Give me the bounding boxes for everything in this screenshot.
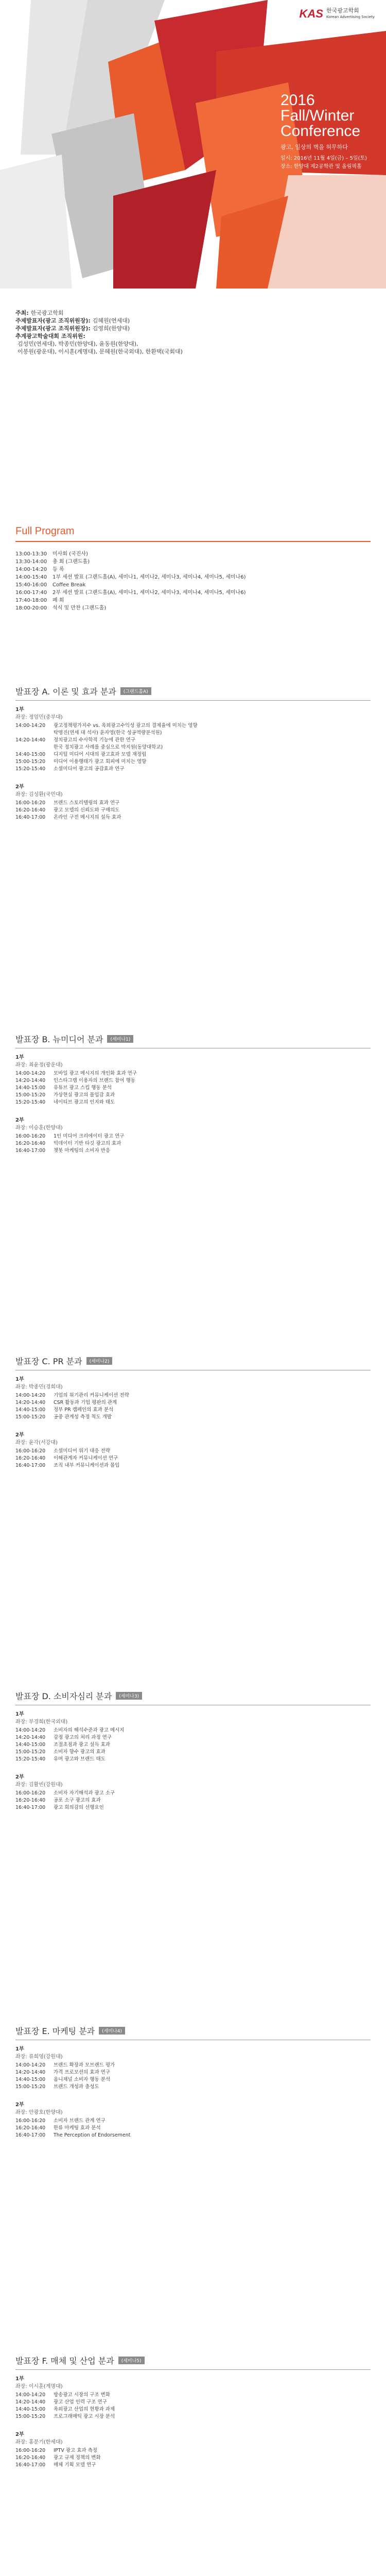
session-header [15, 1355, 371, 1367]
paper-time: 14:40-15:00 [15, 2406, 46, 2412]
conference-place: 장소: 한양대 제2공학관 및 올림픽홀 [280, 164, 362, 170]
paper-item [15, 1092, 371, 1099]
paper-item [15, 1727, 371, 1734]
paper-item [15, 807, 371, 814]
paper-title: 공중 관계성 측정 척도 개발 [54, 1414, 112, 1420]
paper-item [15, 1741, 371, 1749]
session-part-label: 2부 [15, 1774, 24, 1780]
paper-title: 프로그래매틱 광고 시장 분석 [54, 2414, 115, 2419]
session-part-label: 1부 [15, 2376, 24, 2382]
paper-time: 15:20-15:40 [15, 1756, 46, 1762]
session-part-label: 2부 [15, 1117, 24, 1123]
paper-item [15, 722, 371, 730]
paper-item [15, 2069, 371, 2076]
paper-title: 소비자 자기해석과 광고 소구 [54, 1790, 115, 1796]
logo-line1: 한국광고학회 [326, 7, 359, 14]
paper-title: 정치광고의 수사학적 기능에 관한 연구 [54, 737, 135, 743]
program-text: 석식 및 만찬 (그랜드홀) [52, 605, 107, 611]
paper-title: 이해관계자 커뮤니케이션 연구 [54, 1455, 118, 1461]
program-time: 13:00-13:30 [15, 551, 47, 557]
paper-time: 16:00-16:20 [15, 1448, 46, 1454]
paper-item [15, 2413, 371, 2420]
session-header [15, 685, 371, 697]
session-room-tag: (세미나2) [86, 1357, 113, 1365]
session-part-label: 2부 [15, 2102, 24, 2108]
paper-title: 브랜드 확장과 모브랜드 평가 [54, 2062, 115, 2068]
paper-item [15, 814, 371, 821]
paper-item [15, 2083, 371, 2091]
paper-item [15, 737, 371, 744]
paper-title: 한류 마케팅 효과 분석 [54, 2125, 101, 2131]
paper-title: 유튜브 광고 스킵 행동 분석 [54, 1085, 112, 1091]
program-time: 16:00-17:40 [15, 590, 47, 596]
paper-item [15, 1462, 371, 1469]
paper-title: 빅데이터 기반 타깃 광고의 효과 [54, 1141, 121, 1146]
organizer-row [15, 317, 371, 325]
program-text: 1부 세션 발표 (그랜드홀(A), 세미나1, 세미나2, 세미나3, 세미나4, 세미나5, 세미나6) [52, 574, 246, 580]
paper-title: 온라인 구전 메시지의 설득 효과 [54, 815, 121, 820]
program-text: 미사회 (국진사) [52, 551, 88, 557]
program-time: 14:00-15:40 [15, 574, 47, 580]
paper-time: 16:20-16:40 [15, 2125, 46, 2131]
paper-item [15, 1804, 371, 1811]
organizer-value: 김영희(한양대) [92, 325, 130, 332]
session-room-tag: (세미나5) [118, 2357, 145, 2364]
hero-banner [0, 0, 386, 289]
paper-title: 옥외광고 산업의 현황과 과제 [54, 2406, 115, 2412]
paper-time: 14:00-14:20 [15, 1727, 46, 1733]
paper-title: 가상현실 광고의 몰입감 효과 [54, 1092, 115, 1098]
conference-date: 일시: 2016년 11월 4일(금) – 5일(토) [280, 156, 367, 161]
session-chair: 좌장: 김활빈(강원대) [15, 1782, 63, 1788]
session-chair: 좌장: 홍문기(한세대) [15, 2439, 63, 2445]
paper-item [15, 2454, 371, 2462]
paper-title: 1인 미디어 크리에이터 광고 연구 [54, 1133, 125, 1139]
program-row [15, 597, 371, 604]
logo-line2: Korean Advertising Society [326, 15, 375, 19]
logo-mark: KAS [299, 7, 323, 20]
organizer-row [15, 309, 371, 317]
session-part-label: 2부 [15, 784, 24, 790]
paper-title: 탁명진(연세 대 석사) 윤자영(한국 성공역량분석원) [54, 730, 162, 736]
paper-title: 인스타그램 이용자의 브랜드 참여 행동 [54, 1078, 135, 1083]
session-chair: 좌장: 류희영(강원대) [15, 2054, 63, 2060]
paper-title: 광고 규제 정책의 변화 [54, 2455, 101, 2461]
paper-title: 미디어 이용행태가 광고 회피에 미치는 영향 [54, 759, 147, 765]
paper-item [15, 1133, 371, 1140]
paper-item [15, 1734, 371, 1741]
paper-time: 15:20-15:40 [15, 1099, 46, 1105]
session-title: 발표장 A. 이론 및 효과 분과 [15, 687, 116, 697]
paper-time: 16:00-16:20 [15, 1133, 46, 1139]
paper-title: 소비자 향수 광고의 효과 [54, 1749, 106, 1755]
organizers [15, 309, 371, 355]
paper-title: CSR 활동과 기업 평판의 관계 [54, 1400, 117, 1405]
paper-title: 한국 정치광고 사례를 중심으로 박지원(동양대학교) [54, 744, 163, 750]
session-part-label: 1부 [15, 1055, 24, 1060]
paper-time: 16:00-16:20 [15, 800, 46, 806]
paper-time: 14:00-14:20 [15, 1393, 46, 1398]
paper-time: 16:40-17:00 [15, 2132, 46, 2138]
session-chair: 좌장: 김성환(국민대) [15, 792, 63, 798]
session-chair: 좌장: 박종민(경희대) [15, 1384, 63, 1390]
organizer-value: 이봉원(광운대), 이시훈(계명대), 문혜원(한국외대), 한환택(국회대) [17, 348, 183, 355]
organizer-value: 한국광고학회 [30, 310, 64, 316]
paper-item [15, 1406, 371, 1414]
paper-time: 14:40-15:00 [15, 1085, 46, 1091]
paper-time: 14:40-15:00 [15, 1742, 46, 1748]
paper-title: 유머 광고와 브랜드 태도 [54, 1756, 106, 1762]
organizer-label: 추계광고학술대회 조직위원: [15, 333, 85, 340]
program-row [15, 589, 371, 597]
session-title: 발표장 B. 뉴미디어 분과 [15, 1035, 103, 1044]
paper-item [15, 730, 371, 737]
program-time: 15:40-16:00 [15, 582, 47, 588]
paper-title: 방송광고 시장의 구조 변화 [54, 2392, 111, 2398]
session-title: 발표장 E. 마케팅 분과 [15, 2026, 95, 2036]
title-year: 2016 [280, 92, 315, 109]
paper-time [15, 744, 54, 751]
paper-item [15, 1147, 371, 1155]
program-text: 등 록 [52, 567, 64, 572]
paper-title: 네이티브 광고의 인지와 태도 [54, 1099, 115, 1105]
paper-item [15, 2447, 371, 2454]
paper-title: 모바일 광고 메시지의 개인화 효과 연구 [54, 1071, 137, 1076]
paper-time: 14:20-14:40 [15, 1400, 46, 1405]
session-part-label: 1부 [15, 1377, 24, 1382]
session-header [15, 2025, 371, 2037]
session-room-tag: (세미나3) [116, 1692, 142, 1700]
paper-item [15, 1455, 371, 1462]
program-time: 13:30-14:00 [15, 559, 47, 565]
paper-item [15, 751, 371, 758]
paper-item [15, 1749, 371, 1756]
paper-title: 챗봇 마케팅의 소비자 반응 [54, 1148, 111, 1154]
session-chair: 좌장: 이승훈(한양대) [15, 1125, 63, 1131]
paper-time: 16:40-17:00 [15, 1148, 46, 1154]
organizer-row [15, 332, 371, 340]
paper-time: 14:40-15:00 [15, 1407, 46, 1413]
program-row [15, 550, 371, 558]
session-chair: 좌장: 이시훈(계명대) [15, 2384, 63, 2389]
paper-time: 14:40-15:00 [15, 752, 46, 757]
paper-item [15, 2399, 371, 2406]
session-section [15, 2025, 371, 2139]
paper-title: 공포 소구 광고의 효과 [54, 1798, 101, 1803]
paper-time: 16:40-17:00 [15, 2462, 46, 2468]
full-program-divider [15, 541, 371, 542]
paper-item [15, 1077, 371, 1084]
paper-time: 15:00-15:20 [15, 2414, 46, 2419]
program-time: 17:40-18:00 [15, 598, 47, 603]
full-program-list [15, 550, 371, 612]
session-header [15, 2354, 371, 2366]
paper-item [15, 1399, 371, 1406]
paper-item [15, 1084, 371, 1092]
paper-title: 소비자의 해석수준과 광고 메시지 [54, 1727, 125, 1733]
paper-title: 기업의 위기관리 커뮤니케이션 전략 [54, 1393, 129, 1398]
paper-title: 소셜미디어 위기 대응 전략 [54, 1448, 111, 1454]
paper-title: IPTV 광고 효과 측정 [54, 2448, 97, 2453]
paper-item [15, 1392, 371, 1399]
paper-item [15, 2125, 371, 2132]
paper-title: 광고 모델의 신뢰도와 구매의도 [54, 807, 120, 813]
session-part-label: 1부 [15, 2046, 24, 2052]
program-row [15, 581, 371, 589]
conference-title [280, 93, 360, 139]
paper-item [15, 766, 371, 773]
paper-item [15, 2462, 371, 2469]
paper-item [15, 2132, 371, 2139]
paper-title: 광고 회의감의 선행요인 [54, 1805, 104, 1810]
paper-title: 브랜드 스토리텔링의 효과 연구 [54, 800, 120, 806]
paper-time: 15:00-15:20 [15, 2084, 46, 2090]
paper-time: 16:20-16:40 [15, 1141, 46, 1146]
paper-title: 옴니채널 소비자 행동 분석 [54, 2077, 111, 2082]
program-time: 14:00-14:20 [15, 567, 47, 572]
session-chair: 좌장: 윤각(서강대) [15, 1440, 58, 1446]
paper-time: 15:00-15:20 [15, 759, 46, 765]
paper-time: 16:00-16:20 [15, 2118, 46, 2124]
program-row [15, 566, 371, 573]
paper-time: 16:40-17:00 [15, 1463, 46, 1468]
paper-time: 14:00-14:20 [15, 2062, 46, 2068]
paper-title: 소셜미디어 광고의 공감효과 연구 [54, 766, 125, 772]
paper-time: 14:00-14:20 [15, 2392, 46, 2398]
organizer-row [15, 348, 371, 355]
paper-item [15, 2117, 371, 2125]
session-title: 발표장 D. 소비자심리 분과 [15, 1691, 112, 1701]
paper-time: 14:20-14:40 [15, 737, 46, 743]
paper-time: 14:40-15:00 [15, 2077, 46, 2082]
paper-time: 15:20-15:40 [15, 766, 46, 772]
session-chair: 좌장: 안광호(한양대) [15, 2110, 63, 2115]
paper-item [15, 2062, 371, 2069]
session-section [15, 1033, 371, 1155]
paper-title: 매체 기획 모델 연구 [54, 2462, 96, 2468]
paper-item [15, 758, 371, 766]
paper-title: 정부 PR 캠페인의 효과 분석 [54, 1407, 114, 1413]
paper-time: 16:20-16:40 [15, 1798, 46, 1803]
program-text: 폐 회 [52, 598, 64, 603]
organizer-label: 주제발표자(광고 조직위원장): [15, 325, 91, 332]
paper-time: 16:20-16:40 [15, 2455, 46, 2461]
organizer-value: 김성민(연세대), 박종민(한양대), 윤동원(한양대), [17, 341, 138, 347]
paper-time: 15:00-15:20 [15, 1092, 46, 1098]
session-part-label: 2부 [15, 1432, 24, 1438]
session-room-tag: (세미나4) [99, 2027, 125, 2035]
session-part-label: 1부 [15, 1711, 24, 1717]
paper-time: 14:20-14:40 [15, 1735, 46, 1740]
paper-title: 조직 내부 커뮤니케이션과 몰입 [54, 1463, 120, 1468]
paper-title: 감정 광고의 처리 과정 연구 [54, 1735, 112, 1740]
paper-item [15, 1790, 371, 1797]
paper-time: 14:00-14:20 [15, 723, 46, 728]
title-line1: Fall/Winter [280, 107, 355, 124]
paper-time: 16:00-16:20 [15, 2448, 46, 2453]
paper-time: 14:20-14:40 [15, 2070, 46, 2075]
paper-time: 14:20-14:40 [15, 1078, 46, 1083]
program-row [15, 604, 371, 612]
paper-item [15, 1797, 371, 1804]
paper-item [15, 1070, 371, 1077]
paper-time: 14:20-14:40 [15, 2399, 46, 2405]
paper-title: 브랜드 개성과 충성도 [54, 2084, 99, 2090]
program-text: 총 회 (그랜드홀) [52, 559, 90, 565]
paper-title: 광고정책평가지수 vs. 옥외광고수익성 광고의 결제율에 미치는 영향 [54, 723, 198, 728]
session-part-label: 1부 [15, 707, 24, 713]
session-section [15, 685, 371, 821]
paper-title: 조절초점과 광고 설득 효과 [54, 1742, 111, 1748]
program-text: 2부 세션 발표 (그랜드홀(A), 세미나1, 세미나2, 세미나3, 세미나4, 세미나5, 세미나6) [52, 590, 246, 596]
paper-item [15, 1756, 371, 1763]
paper-item [15, 1140, 371, 1147]
paper-item [15, 1448, 371, 1455]
paper-time: 16:40-17:00 [15, 815, 46, 820]
session-section [15, 2354, 371, 2469]
session-title: 발표장 C. PR 분과 [15, 1357, 82, 1366]
organizer-value: 김혜원(연세대) [92, 317, 130, 324]
session-part-label: 2부 [15, 2432, 24, 2437]
paper-title: 가격 프로모션의 효과 연구 [54, 2070, 111, 2075]
paper-time: 15:00-15:20 [15, 1749, 46, 1755]
session-section [15, 1690, 371, 1811]
session-header [15, 1033, 371, 1045]
paper-time: 14:00-14:20 [15, 1071, 46, 1076]
program-row [15, 573, 371, 581]
paper-item [15, 800, 371, 807]
paper-item [15, 2392, 371, 2399]
paper-time: 16:20-16:40 [15, 1455, 46, 1461]
organizer-row [15, 340, 371, 348]
organizer-label: 주최: [15, 310, 29, 316]
paper-title: 소비자 브랜드 관계 연구 [54, 2118, 106, 2124]
session-room-tag: (세미나1) [107, 1035, 133, 1043]
paper-title: The Perception of Endorsement [54, 2132, 131, 2138]
paper-title: 광고 산업 인력 구조 연구 [54, 2399, 107, 2405]
session-divider [15, 2369, 371, 2370]
paper-item [15, 2406, 371, 2413]
paper-item [15, 2076, 371, 2083]
session-chair: 좌장: 정엄민(중부대) [15, 715, 63, 720]
session-chair: 좌장: 최윤정(광운대) [15, 1062, 63, 1068]
paper-time: 16:00-16:20 [15, 1790, 46, 1796]
title-line2: Conference [280, 123, 361, 140]
session-chair: 좌장: 부경희(한국외대) [15, 1719, 68, 1725]
session-section [15, 1355, 371, 1469]
paper-time: 16:40-17:00 [15, 1805, 46, 1810]
paper-item [15, 744, 371, 751]
session-room-tag: (그랜드홀A) [120, 687, 151, 695]
session-title: 발표장 F. 매체 및 산업 분과 [15, 2356, 114, 2366]
program-text: Coffee Break [52, 582, 86, 588]
paper-title: 디지털 미디어 시대의 광고효과 모델 재정립 [54, 752, 147, 757]
session-header [15, 1690, 371, 1702]
organizer-label: 주제발표자(광고 조직위원장): [15, 317, 91, 324]
paper-time: 15:00-15:20 [15, 1414, 46, 1420]
conference-subtitle: 광고, 일상의 벽을 허무하다 [280, 144, 348, 150]
program-time: 18:00-20:00 [15, 605, 47, 611]
paper-item [15, 1414, 371, 1421]
paper-time: 16:20-16:40 [15, 807, 46, 813]
program-row [15, 558, 371, 566]
paper-item [15, 1099, 371, 1106]
session-divider [15, 700, 371, 701]
full-program-title: Full Program [15, 526, 75, 537]
kas-logo [300, 7, 375, 21]
paper-time [15, 730, 54, 737]
organizer-row [15, 325, 371, 332]
